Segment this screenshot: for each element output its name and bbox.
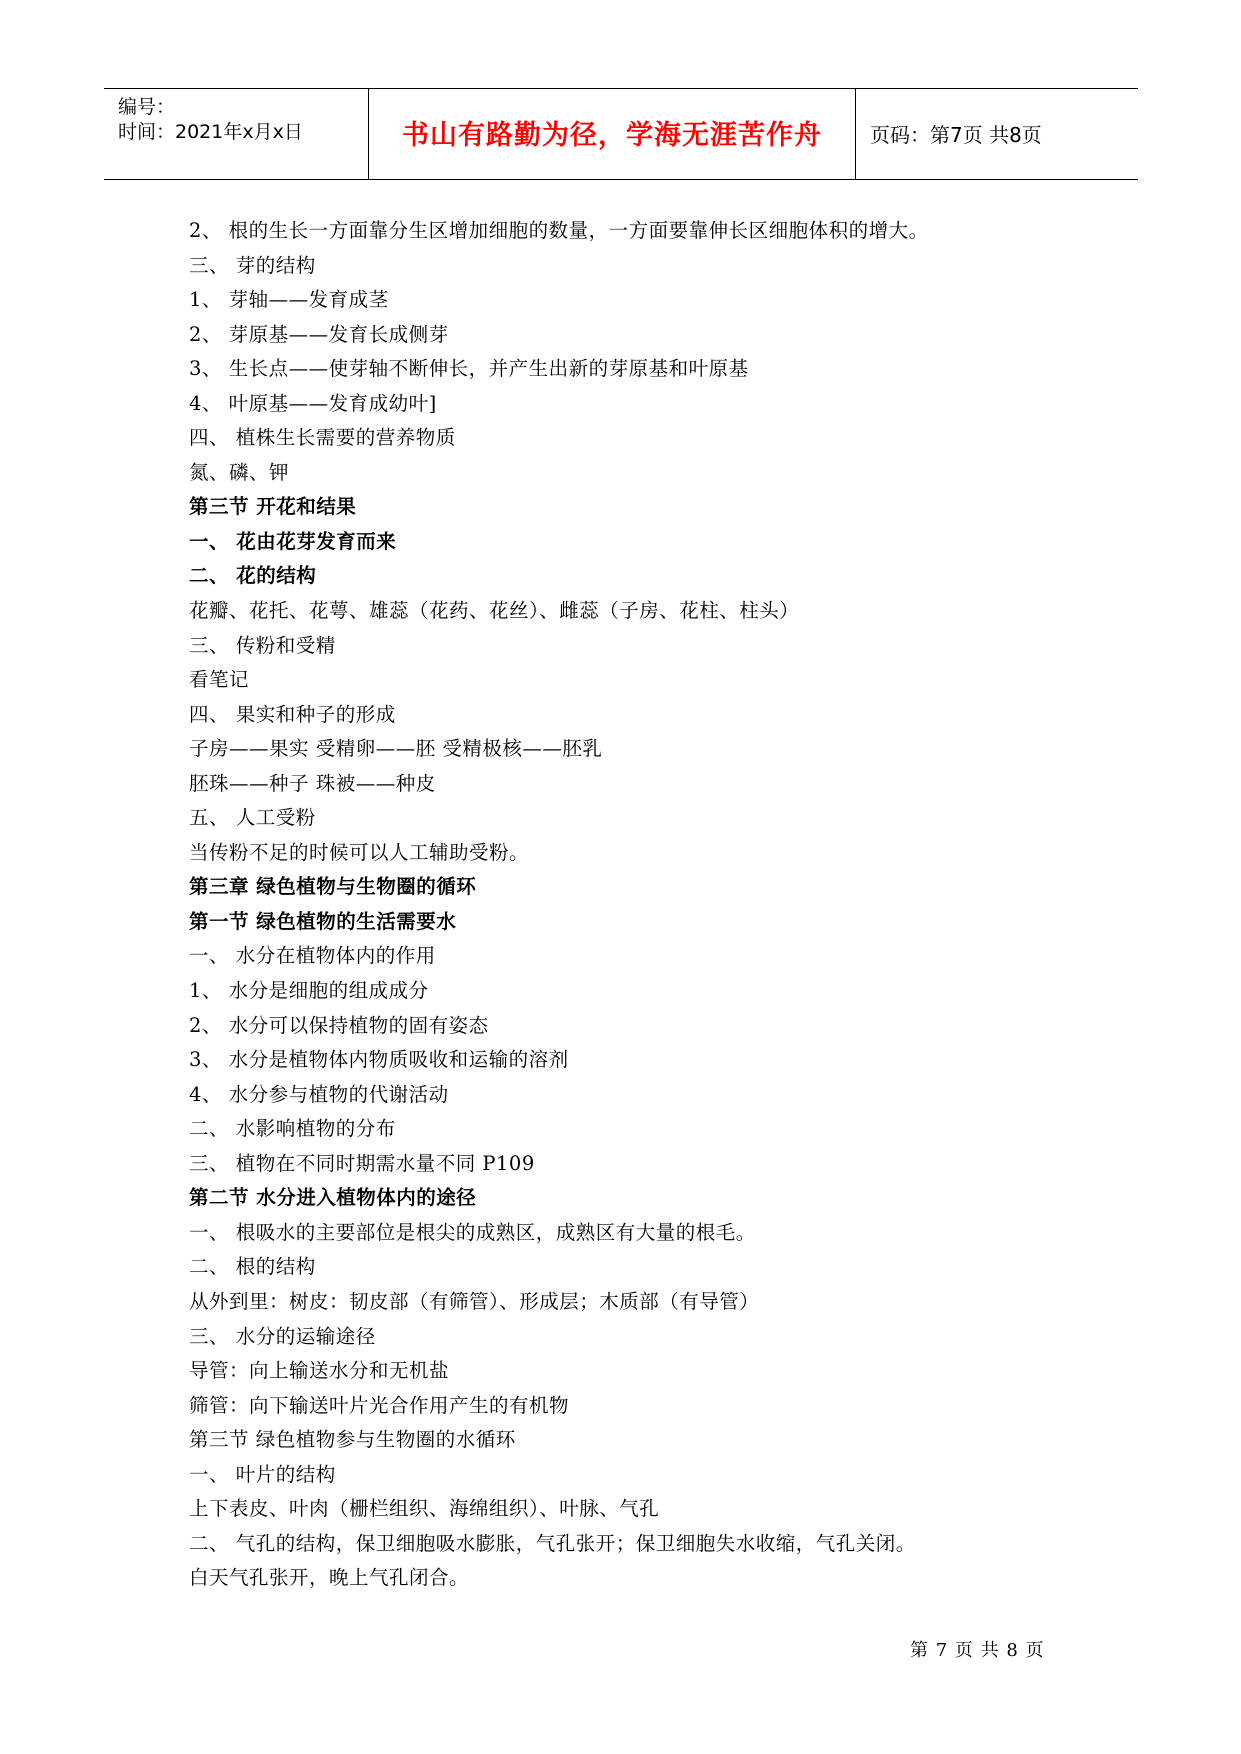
text-line: 第三节 绿色植物参与生物圈的水循环 <box>189 1428 516 1452</box>
text-line: 2、 水分可以保持植物的固有姿态 <box>189 1013 489 1037</box>
text-line: 看笔记 <box>189 668 250 692</box>
section-heading: 第二节 水分进入植物体内的途径 <box>189 1186 477 1210</box>
header-page-number: 页码：第7页 共8页 <box>870 123 1042 147</box>
header-middle-cell <box>368 89 856 179</box>
page-footer: 第 7 页 共 8 页 <box>910 1640 1045 1661</box>
text-line: 二、 水影响植物的分布 <box>189 1117 396 1141</box>
section-heading: 第一节 绿色植物的生活需要水 <box>189 909 457 933</box>
serial-number-label: 编号： <box>118 96 176 118</box>
section-heading: 一、 花由花芽发育而来 <box>189 529 397 553</box>
section-heading: 二、 花的结构 <box>189 564 317 588</box>
date-label: 时间：2021年x月x日 <box>118 121 303 143</box>
text-line: 上下表皮、叶肉（栅栏组织、海绵组织）、叶脉、气孔 <box>189 1497 660 1521</box>
text-line: 4、 水分参与植物的代谢活动 <box>189 1082 449 1106</box>
text-line: 1、 水分是细胞的组成成分 <box>189 979 429 1003</box>
text-line: 4、 叶原基——发育成幼叶] <box>189 391 437 415</box>
text-line: 一、 水分在植物体内的作用 <box>189 944 436 968</box>
text-line: 四、 植株生长需要的营养物质 <box>189 426 456 450</box>
text-line: 三、 芽的结构 <box>189 253 316 277</box>
text-line: 四、 果实和种子的形成 <box>189 702 396 726</box>
text-line: 二、 根的结构 <box>189 1255 316 1279</box>
page-header <box>104 88 1138 180</box>
text-line: 氮、磷、钾 <box>189 460 290 484</box>
document-body <box>189 214 1089 1596</box>
text-line: 筛管：向下输送叶片光合作用产生的有机物 <box>189 1393 570 1417</box>
text-line: 1、 芽轴——发育成茎 <box>189 288 389 312</box>
text-line: 2、 芽原基——发育长成侧芽 <box>189 322 449 346</box>
text-line: 导管：向上输送水分和无机盐 <box>189 1359 450 1383</box>
text-line: 三、 传粉和受精 <box>189 633 336 657</box>
text-line: 二、 气孔的结构，保卫细胞吸水膨胀，气孔张开；保卫细胞失水收缩，气孔关闭。 <box>189 1531 916 1555</box>
text-line: 三、 植物在不同时期需水量不同 P109 <box>189 1151 535 1175</box>
text-line: 花瓣、花托、花萼、雄蕊（花药、花丝）、雌蕊（子房、花柱、柱头） <box>189 599 800 623</box>
text-line: 3、 水分是植物体内物质吸收和运输的溶剂 <box>189 1048 569 1072</box>
text-line: 2、 根的生长一方面靠分生区增加细胞的数量，一方面要靠伸长区细胞体积的增大。 <box>189 219 929 242</box>
text-line: 一、 根吸水的主要部位是根尖的成熟区，成熟区有大量的根毛。 <box>189 1220 756 1244</box>
section-heading: 第三节 开花和结果 <box>189 495 357 519</box>
text-line: 3、 生长点——使芽轴不断伸长，并产生出新的芽原基和叶原基 <box>189 357 749 381</box>
text-line: 从外到里：树皮：韧皮部（有筛管）、形成层；木质部（有导管） <box>189 1289 760 1313</box>
header-motto: 书山有路勤为径，学海无涯苦作舟 <box>402 120 822 151</box>
text-line: 子房——果实 受精卵——胚 受精极核——胚乳 <box>189 737 603 761</box>
section-heading: 第三章 绿色植物与生物圈的循环 <box>189 875 477 899</box>
text-line: 三、 水分的运输途径 <box>189 1324 376 1348</box>
text-line: 当传粉不足的时候可以人工辅助受粉。 <box>189 840 530 864</box>
text-line: 胚珠——种子 珠被——种皮 <box>189 771 436 795</box>
header-left-cell <box>104 89 368 179</box>
text-line: 五、 人工受粉 <box>189 806 316 830</box>
text-line: 白天气孔张开，晚上气孔闭合。 <box>189 1566 470 1590</box>
text-line: 一、 叶片的结构 <box>189 1462 336 1486</box>
header-right-cell <box>856 89 1138 179</box>
